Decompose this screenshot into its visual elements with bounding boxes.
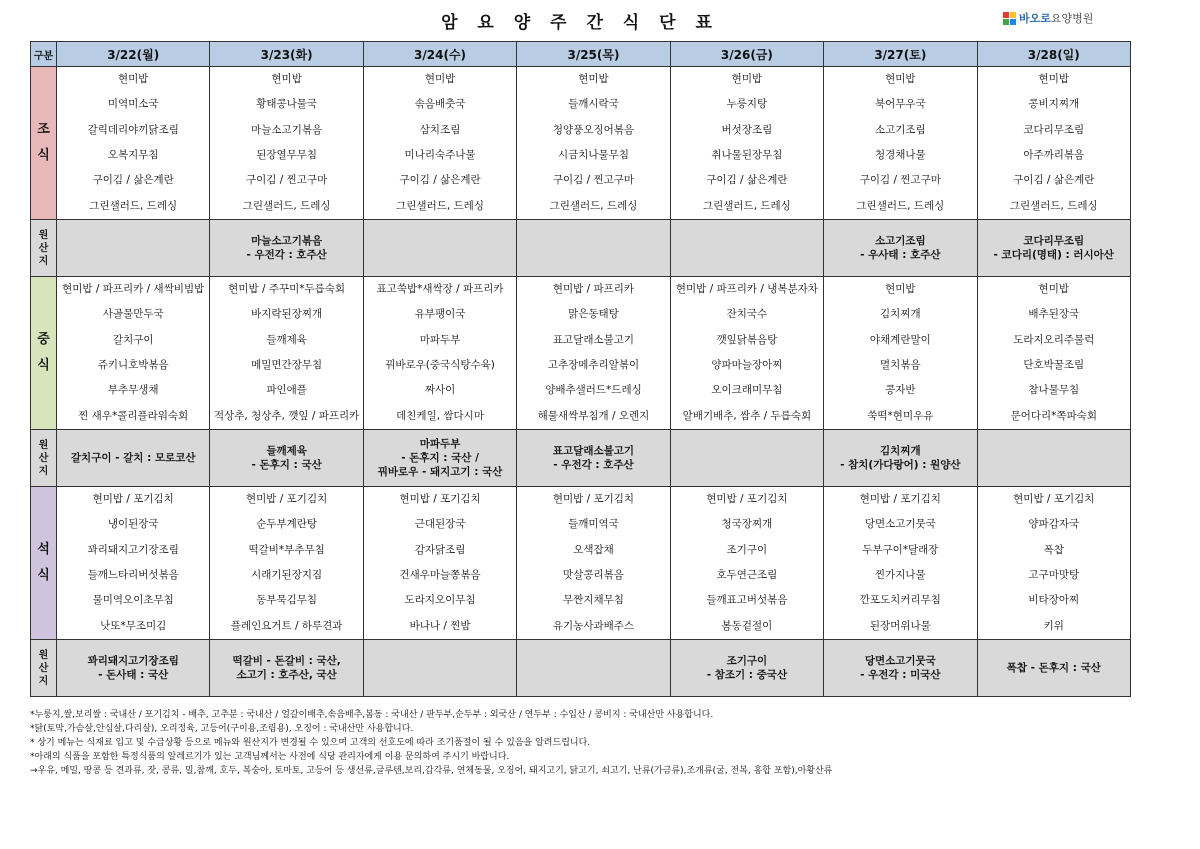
menu-item: 플레인요거트 / 하루견과 (230, 619, 343, 632)
dinner-label: 석 식 (31, 487, 57, 640)
origin-cell: 들깨제육 - 돈후지 : 국산 (210, 430, 363, 487)
menu-item: 동부묵김무침 (256, 594, 318, 607)
menu-item: 부추무생채 (107, 384, 159, 397)
menu-item: 오색잡채 (573, 543, 614, 556)
menu-item: 키위 (1043, 619, 1064, 632)
origin-cell: 갈치구이 - 갈치 : 모로코산 (57, 430, 210, 487)
menu-item: 맛살콩리볶음 (563, 569, 624, 582)
menu-item: 그린샐러드, 드레싱 (242, 199, 331, 212)
menu-item: 들깨표고버섯볶음 (706, 594, 788, 607)
menu-cell (977, 277, 1130, 430)
origin-cell (517, 640, 670, 697)
menu-item: 잔치국수 (726, 308, 768, 321)
menu-item: 시래기된장지짐 (251, 569, 323, 582)
lunch-row (31, 277, 1131, 430)
origin-cell: 마늘소고기볶음 - 우전각 : 호주산 (210, 220, 363, 277)
menu-item: 현미밥 / 포기김치 (552, 493, 635, 506)
menu-item: 표고달래소불고기 (552, 333, 635, 346)
menu-item: 해물새싹부침개 / 오렌지 (537, 409, 650, 422)
menu-item: 봄동겉절이 (721, 619, 773, 632)
menu-item: 아주까리볶음 (1023, 149, 1085, 162)
header-day: 3/24(수) (363, 42, 516, 67)
menu-item: 떡갈비*부추무침 (248, 543, 325, 556)
menu-item: 갈릭데리야끼닭조림 (87, 123, 179, 136)
header-gubun: 구분 (31, 42, 57, 67)
menu-item: 그린샐러드, 드레싱 (549, 199, 638, 212)
menu-item: 멸치볶음 (880, 359, 921, 372)
header-day: 3/22(월) (57, 42, 210, 67)
menu-item: 그린샐러드, 드레싱 (856, 199, 945, 212)
menu-item: 사골물만두국 (102, 308, 164, 321)
menu-item: 깐포도치커리무침 (859, 594, 941, 607)
menu-item: 북어무우국 (874, 98, 926, 111)
menu-item: 당면소고기뭇국 (864, 518, 936, 531)
menu-item: 꿔바로우(중국식탕수육) (385, 359, 495, 372)
menu-item: 현미밥 (424, 73, 456, 86)
menu-item: 호두연근조림 (716, 569, 778, 582)
menu-cell (210, 277, 363, 430)
origin-cell (670, 220, 823, 277)
menu-item: 현미밥 / 포기김치 (399, 493, 481, 506)
menu-item: 현미밥 (731, 73, 763, 86)
menu-item: 삼치조림 (419, 123, 461, 136)
menu-item: 찐 새우*콜리플라워숙회 (78, 409, 189, 422)
menu-item: 도라지오리주물럭 (1013, 333, 1095, 346)
menu-item: 메밀면간장무침 (251, 359, 323, 372)
menu-item: 데친케일, 쌈다시마 (396, 409, 484, 422)
menu-item: 취나물된장무침 (711, 149, 783, 162)
menu-item: 맑은동태탕 (568, 308, 619, 321)
menu-item: 깻잎닭볶음탕 (716, 333, 778, 346)
menu-item: 현미밥 / 포기김치 (706, 493, 788, 506)
menu-item: 황태콩나물국 (256, 98, 318, 111)
menu-item: 낫또*무조미김 (100, 619, 167, 632)
menu-cell (517, 67, 670, 220)
menu-item: 갈치구이 (112, 333, 154, 346)
logo-text: 요양병원 (1050, 12, 1094, 25)
dinner-row (31, 487, 1131, 640)
menu-item: 꽈리돼지고기장조림 (87, 543, 179, 556)
origin-cell: 표고달래소불고기 - 우전각 : 호주산 (517, 430, 670, 487)
menu-item: 된장머위나물 (869, 619, 931, 632)
menu-item: 쑥떡*현미우유 (867, 409, 934, 422)
menu-item: 그린샐러드, 드레싱 (89, 199, 178, 212)
note-line: →우유, 메밀, 땅콩 등 견과류, 잣, 콩류, 밀,참깨, 호두, 복숭아, 토마토, 고등어 등 생선류,글루텐,보리,갑각류, 연체동물, 오징어, 돼지고기, 닭고기, 쇠고기, 난류(가금류),조개류(굴, 전복, 홍합 포함),아황산류 (30, 766, 833, 776)
menu-item: 참나물무침 (1028, 384, 1080, 397)
header-row (31, 42, 1131, 67)
hospital-logo (1003, 10, 1093, 26)
menu-cell (57, 487, 210, 640)
origin-cell: 소고기조림 - 우사태 : 호주산 (824, 220, 977, 277)
logo-mark-icon (1003, 12, 1016, 25)
notes (30, 708, 832, 778)
origin-cell (57, 220, 210, 277)
menu-item: 고구마맛탕 (1028, 569, 1080, 582)
menu-item: 폭찹 (1043, 543, 1064, 556)
menu-item: 소고기조림 (874, 123, 926, 136)
menu-cell (824, 67, 977, 220)
menu-item: 들깨제육 (266, 333, 307, 346)
origin-cell: 조기구이 - 참조기 : 중국산 (670, 640, 823, 697)
origin-cell (670, 430, 823, 487)
header-day: 3/25(목) (517, 42, 670, 67)
menu-item: 현미밥 / 포기김치 (246, 493, 328, 506)
origin-cell: 마파두부 - 돈후지 : 국산 / 꿔바로우 - 돼지고기 : 국산 (363, 430, 516, 487)
menu-item: 현미밥 / 포기김치 (1013, 493, 1095, 506)
menu-item: 조기구이 (726, 543, 768, 556)
menu-item: 야채계란말이 (869, 333, 931, 346)
menu-item: 그린샐러드, 드레싱 (702, 199, 791, 212)
menu-item: 김치찌개 (880, 308, 921, 321)
menu-cell (363, 487, 516, 640)
origin-label: 원 산 지 (31, 430, 57, 487)
menu-cell (57, 277, 210, 430)
origin-cell: 꽈리돼지고기장조림 - 돈사태 : 국산 (57, 640, 210, 697)
menu-item: 구이김 / 삶은계란 (399, 174, 481, 187)
origin-label: 원 산 지 (31, 640, 57, 697)
menu-cell (57, 67, 210, 220)
menu-item: 두부구이*달래장 (862, 543, 939, 556)
menu-item: 유기농사과배주스 (552, 619, 635, 632)
menu-item: 짜사이 (424, 384, 456, 397)
menu-cell (363, 67, 516, 220)
menu-item: 파인애플 (266, 384, 307, 397)
menu-item: 바지락된장찌개 (251, 308, 323, 321)
menu-item: 현미밥 / 파프리카 / 냉복분자차 (675, 283, 818, 296)
menu-item: 오이크래미무침 (711, 384, 783, 397)
lunch-label: 중 식 (31, 277, 57, 430)
menu-cell (210, 487, 363, 640)
menu-item: 고추장메추리알볶이 (547, 359, 640, 372)
menu-item: 찐가지나물 (874, 569, 926, 582)
note-line: *누룽지,쌀,보리쌀 : 국내산 / 포기김치 - 배추, 고추분 : 국내산 / 얼갈이배추,솎음배추,봄동 : 국내산 / 판두부,순두부 : 외국산 / 연두부 : 수입산 / 콩비지 : 국내산만 사용합니다. (30, 710, 714, 720)
breakfast-origin-row (31, 220, 1131, 277)
menu-item: 문어다리*쪽파숙회 (1010, 409, 1097, 422)
header-day: 3/23(화) (210, 42, 363, 67)
menu-cell (977, 487, 1130, 640)
note-line: * 상기 메뉴는 식재료 입고 및 수급상황 등으로 메뉴와 원산지가 변경될 수 있으며 고객의 선호도에 따라 조기품절이 될 수 있음을 알려드립니다. (30, 738, 591, 748)
menu-item: 현미밥 (1038, 283, 1069, 296)
menu-item: 현미밥 / 포기김치 (859, 493, 941, 506)
menu-item: 현미밥 (1038, 73, 1069, 86)
menu-cell (363, 277, 516, 430)
menu-item: 현미밥 (578, 73, 609, 86)
menu-item: 알배기배추, 쌈추 / 두릅숙회 (682, 409, 812, 422)
menu-item: 들깨시락국 (568, 98, 619, 111)
menu-item: 현미밥 / 파프리카 (552, 283, 635, 296)
origin-cell (977, 430, 1130, 487)
menu-item: 양배추샐러드*드레싱 (545, 384, 642, 397)
menu-item: 현미밥 (885, 73, 916, 86)
origin-label: 원 산 지 (31, 220, 57, 277)
menu-item: 현미밥 (885, 283, 916, 296)
menu-item: 청국장찌개 (721, 518, 773, 531)
menu-item: 단호박꿀조림 (1023, 359, 1085, 372)
menu-item: 도라지오이무침 (404, 594, 476, 607)
menu-item: 양파마늘장아찌 (711, 359, 783, 372)
menu-item: 코다리무조림 (1023, 123, 1085, 136)
menu-item: 바나나 / 찐밤 (409, 619, 471, 632)
menu-cell (670, 487, 823, 640)
note-line: *닭(토막,가슴살,안심살,다리살), 오리정육, 고등어(구이용,조림용), 오징어 : 국내산만 사용합니다. (30, 724, 414, 734)
menu-item: 현미밥 / 주꾸미*두릅숙회 (228, 283, 346, 296)
menu-item: 청양풍오징어볶음 (552, 123, 635, 136)
menu-cell (210, 67, 363, 220)
origin-cell: 떡갈비 - 돈갈비 : 국산, 소고기 : 호주산, 국산 (210, 640, 363, 697)
menu-item: 건새우마늘쫑볶음 (399, 569, 481, 582)
menu-item: 콩자반 (885, 384, 916, 397)
menu-item: 마늘소고기볶음 (251, 123, 323, 136)
menu-item: 누룽지탕 (726, 98, 768, 111)
menu-item: 청경채나물 (874, 149, 926, 162)
menu-item: 쥬키니호박볶음 (97, 359, 169, 372)
lunch-origin-row (31, 430, 1131, 487)
menu-item: 그린샐러드, 드레싱 (1009, 199, 1098, 212)
menu-item: 냉이된장국 (107, 518, 159, 531)
menu-item: 표고쑥밥*새싹장 / 파프리카 (376, 283, 504, 296)
header-day: 3/28(일) (977, 42, 1130, 67)
menu-cell (670, 67, 823, 220)
origin-cell (363, 640, 516, 697)
menu-item: 버섯장조림 (721, 123, 773, 136)
menu-item: 들깨느타리버섯볶음 (87, 569, 179, 582)
menu-cell (517, 277, 670, 430)
origin-cell: 김치찌개 - 참치(가다랑어) : 원양산 (824, 430, 977, 487)
menu-item: 그린샐러드, 드레싱 (396, 199, 484, 212)
menu-item: 구이김 / 찐고구마 (246, 174, 328, 187)
menu-item: 비타장아찌 (1028, 594, 1080, 607)
note-line: *아래의 식품을 포함한 특정식품의 알레르기가 있는 고객님께서는 사전에 식당 관리자에게 이용 문의하여 주시기 바랍니다. (30, 752, 510, 762)
menu-cell (824, 487, 977, 640)
menu-item: 유부팽이국 (414, 308, 466, 321)
menu-item: 근대된장국 (414, 518, 466, 531)
menu-item: 콩비지찌개 (1028, 98, 1080, 111)
logo-brand: 바오로 (1019, 12, 1051, 25)
menu-item: 양파감자국 (1028, 518, 1080, 531)
menu-cell (670, 277, 823, 430)
menu-cell (517, 487, 670, 640)
menu-item: 구이김 / 삶은계란 (1013, 174, 1095, 187)
menu-item: 마파두부 (419, 333, 461, 346)
menu-item: 배추된장국 (1028, 308, 1080, 321)
origin-cell: 코다리무조림 - 코다리(명태) : 러시아산 (977, 220, 1130, 277)
menu-item: 된장열무무침 (256, 149, 318, 162)
menu-item: 감자닭조림 (414, 543, 466, 556)
dinner-origin-row (31, 640, 1131, 697)
menu-item: 구이김 / 찐고구마 (859, 174, 941, 187)
breakfast-row (31, 67, 1131, 220)
page-title: 암 요 양 주 간 식 단 표 (441, 13, 719, 33)
menu-item: 현미밥 / 파프리카 / 새싹비빔밥 (62, 283, 205, 296)
origin-cell (363, 220, 516, 277)
menu-item: 미역미소국 (107, 98, 159, 111)
menu-item: 구이김 / 삶은계란 (706, 174, 788, 187)
menu-cell (977, 67, 1130, 220)
origin-cell: 당면소고기뭇국 - 우전각 : 미국산 (824, 640, 977, 697)
header-day: 3/26(금) (670, 42, 823, 67)
menu-item: 물미역오이초무침 (92, 594, 174, 607)
menu-item: 미나리숙주나물 (404, 149, 476, 162)
menu-item: 무짠지채무침 (563, 594, 624, 607)
menu-item: 시금치나물무침 (557, 149, 629, 162)
menu-item: 적상추, 청상추, 깻잎 / 파프리카 (213, 409, 360, 422)
menu-item: 솎음배춧국 (414, 98, 466, 111)
breakfast-label: 조 식 (31, 67, 57, 220)
menu-cell (824, 277, 977, 430)
menu-item: 구이김 / 삶은계란 (92, 174, 174, 187)
origin-cell: 폭찹 - 돈후지 : 국산 (977, 640, 1130, 697)
menu-item: 들깨미역국 (568, 518, 619, 531)
menu-item: 순두부계란탕 (256, 518, 318, 531)
menu-item: 오복지무침 (107, 149, 159, 162)
menu-item: 구이김 / 찐고구마 (552, 174, 635, 187)
origin-cell (517, 220, 670, 277)
menu-item: 현미밥 (117, 73, 149, 86)
menu-item: 현미밥 / 포기김치 (92, 493, 174, 506)
weekly-menu-table (30, 41, 1131, 697)
header-day: 3/27(토) (824, 42, 977, 67)
menu-item: 현미밥 (271, 73, 302, 86)
